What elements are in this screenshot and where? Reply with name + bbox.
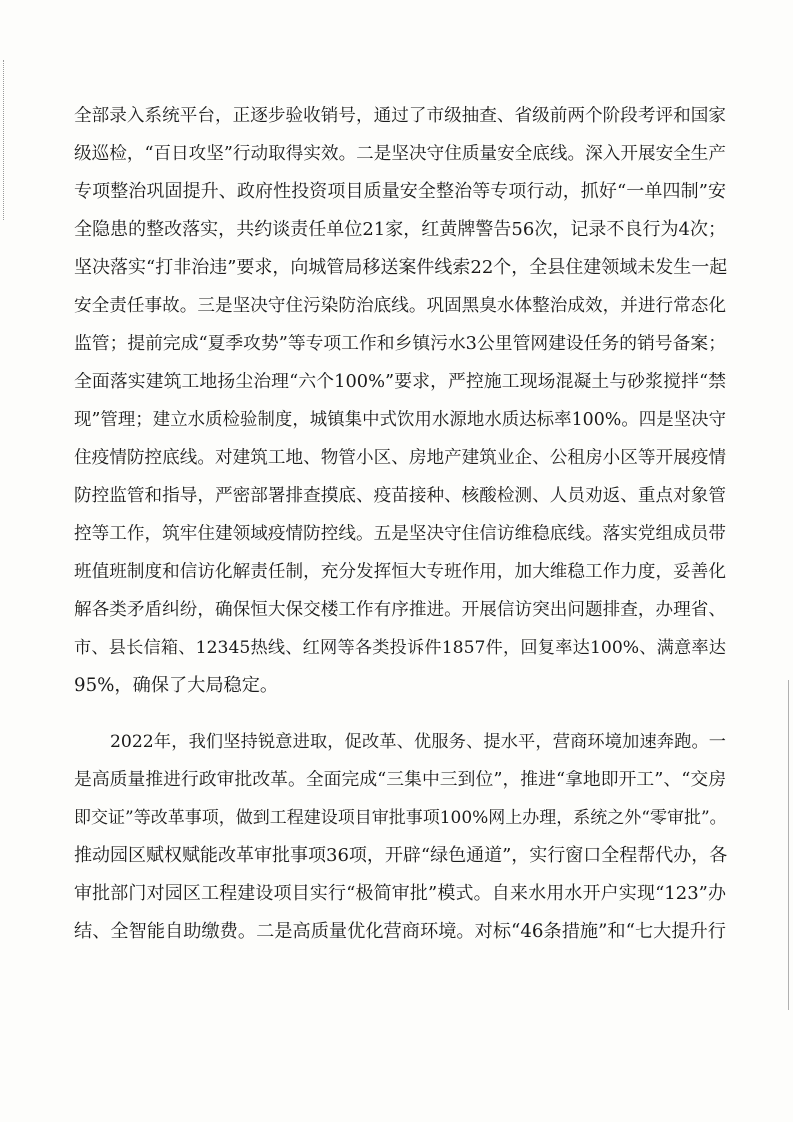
- text-line: 班值班制度和信访化解责任制，充分发挥恒大专班作用，加大维稳工作力度，妥善化: [74, 562, 726, 582]
- text-line: 全隐患的整改落实，共约谈责任单位21家，红黄牌警告56次，记录不良行为4次；: [74, 219, 726, 240]
- text-line: 监管；提前完成“夏季攻势”等专项工作和乡镇污水3公里管网建设任务的销号备案；: [74, 333, 726, 354]
- text-line: 现”管理；建立水质检验制度，城镇集中式饮用水源地水质达标率100%。四是坚决守: [74, 410, 726, 430]
- text-line: 2022年，我们坚持锐意进取，促改革、优服务、提水平，营商环境加速奔跑。一: [110, 732, 726, 752]
- text-line: 全部录入系统平台，正逐步验收销号，通过了市级抽查、省级前两个阶段考评和国家: [74, 106, 726, 126]
- scan-edge-mark-right: [786, 680, 789, 1010]
- text-line: 专项整治巩固提升、政府性投资项目质量安全整治等专项行动，抓好“一单四制”安: [74, 181, 726, 202]
- text-line: 坚决落实“打非治违”要求，向城管局移送案件线索22个，全县住建领域未发生一起: [74, 257, 728, 278]
- text-line: 控等工作，筑牢住建领域疫情防控线。五是坚决守住信访维稳底线。落实党组成员带: [74, 524, 726, 544]
- text-line: 结、全智能自助缴费。二是高质量优化营商环境。对标“46条措施”和“七大提升行: [74, 921, 726, 942]
- text-line: 是高质量推进行政审批改革。全面完成“三集中三到位”，推进“拿地即开工”、“交房: [74, 769, 726, 790]
- text-line: 解各类矛盾纠纷，确保恒大保交楼工作有序推进。开展信访突出问题排查，办理省、: [74, 600, 726, 620]
- text-line: 住疫情防控底线。对建筑工地、物管小区、房地产建筑业企、公租房小区等开展疫情: [74, 448, 726, 468]
- text-line: 95%，确保了大局稳定。: [74, 675, 279, 696]
- text-line: 安全责任事故。三是坚决守住污染防治底线。巩固黑臭水体整治成效，并进行常态化: [74, 296, 726, 316]
- text-line: 级巡检，“百日攻坚”行动取得实效。二是坚决守住质量安全底线。深入开展安全生产: [74, 144, 726, 164]
- text-line: 防控监管和指导，严密部署排查摸底、疫苗接种、核酸检测、人员劝返、重点对象管: [74, 486, 726, 506]
- text-line: 全面落实建筑工地扬尘治理“六个100%”要求，严控施工现场混凝土与砂浆搅拌“禁: [74, 371, 726, 392]
- scan-edge-mark-left: [3, 60, 6, 220]
- text-line: 市、县长信箱、12345热线、红网等各类投诉件1857件，回复率达100%、满意率达: [74, 638, 726, 658]
- text-line: 审批部门对园区工程建设项目实行“极简审批”模式。自来水用水开户实现“123”办: [74, 883, 726, 904]
- text-line: 推动园区赋权赋能改革审批事项36项，开辟“绿色通道”，实行窗口全程帮代办，各: [74, 845, 728, 866]
- text-line: 即交证”等改革事项，做到工程建设项目审批事项100%网上办理，系统之外“零审批”。: [74, 808, 727, 828]
